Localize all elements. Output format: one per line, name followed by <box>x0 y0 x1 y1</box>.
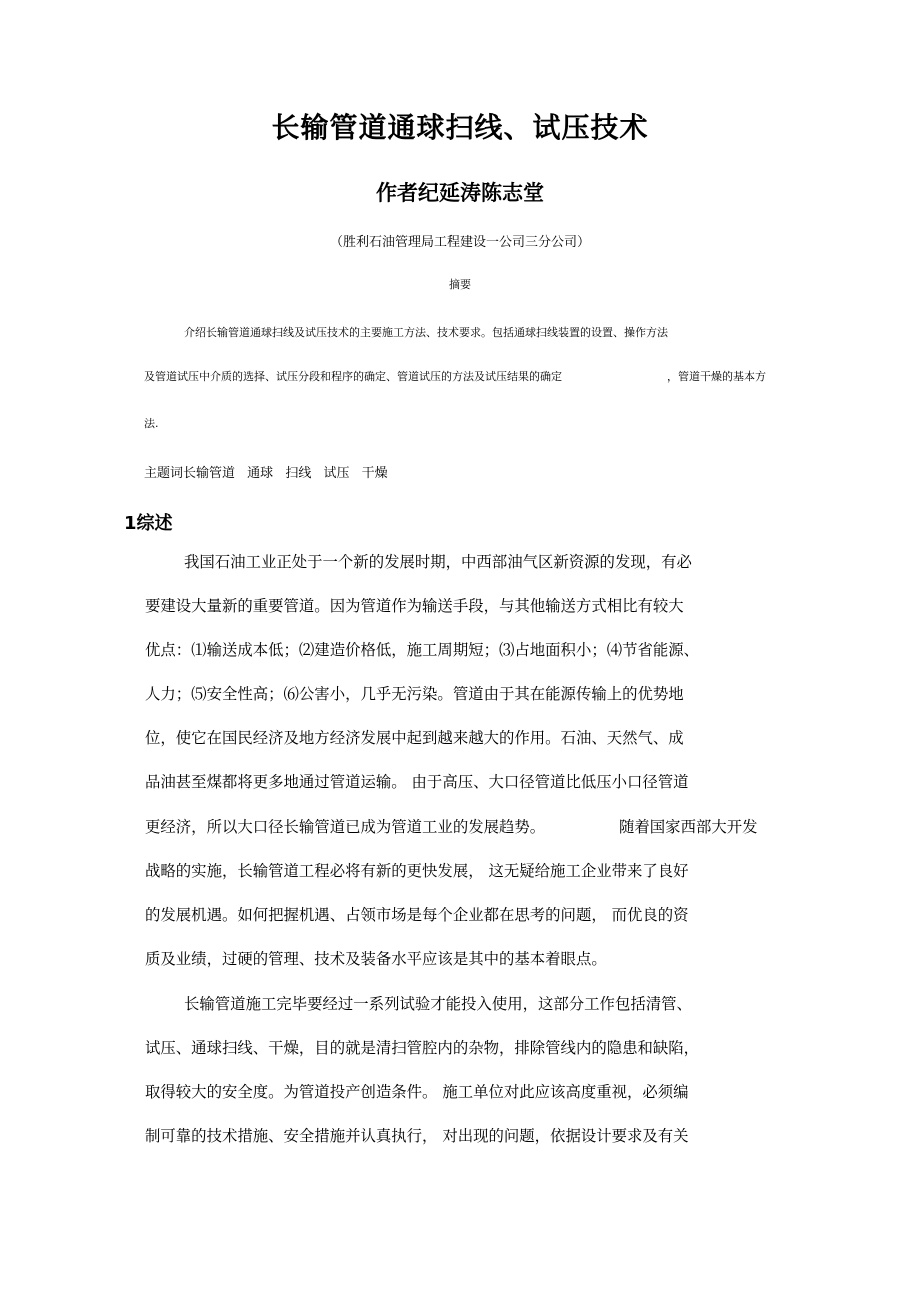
body-line: 取得较大的安全度。为管道投产创造条件。 施工单位对此应该高度重视，必须编 <box>145 1083 689 1101</box>
body-line: 质及业绩，过硬的管理、技术及装备水平应该是其中的基本着眼点。 <box>145 950 607 968</box>
body-line: 长输管道施工完毕要经过一系列试验才能投入使用，这部分工作包括清管、 <box>184 995 692 1013</box>
document-title: 长输管道通球扫线、试压技术 <box>271 111 649 144</box>
body-line: 优点：⑴输送成本低；⑵建造价格低，施工周期短；⑶占地面积小；⑷节省能源、 <box>145 641 700 659</box>
body-line: 品油甚至煤都将更多地通过管道运输。 由于高压、大口径管道比低压小口径管道 <box>145 773 689 791</box>
body-line: 位，使它在国民经济及地方经济发展中起到越来越大的作用。石油、天然气、成 <box>145 729 684 747</box>
body-line: 人力；⑸安全性高；⑹公害小，几乎无污染。管道由于其在能源传输上的优势地 <box>145 685 684 703</box>
affiliation: （胜利石油管理局工程建设一公司三分公司） <box>329 235 590 250</box>
body-line: 制可靠的技术措施、安全措施并认真执行， 对出现的问题，依据设计要求及有关 <box>145 1127 689 1145</box>
abstract-line: ，管道干燥的基本方 <box>667 370 766 383</box>
keyword: 干燥 <box>361 466 388 481</box>
body-line: 更经济，所以大口径长输管道已成为管道工业的发展趋势。 <box>145 818 546 836</box>
abstract-line: 及管道试压中介质的选择、试压分段和程序的确定、管道试压的方法及试压结果的确定 <box>144 370 562 383</box>
keywords <box>144 462 396 481</box>
keyword: 扫线 <box>285 466 312 481</box>
section-heading: 1综述 <box>124 513 173 534</box>
body-line: 试压、通球扫线、干燥，目的就是清扫管腔内的杂物，排除管线内的隐患和缺陷， <box>145 1039 700 1057</box>
body-line: 战略的实施，长输管道工程必将有新的更快发展， 这无疑给施工企业带来了良好 <box>145 862 689 880</box>
abstract-heading: 摘要 <box>449 278 471 291</box>
abstract-line: 介绍长输管道通球扫线及试压技术的主要施工方法、技术要求。包括通球扫线装置的设置、操作方法 <box>184 326 668 339</box>
keyword: 通球 <box>247 466 274 481</box>
keywords-label: 主题词长输管道 <box>144 466 236 481</box>
keyword: 试压 <box>323 466 350 481</box>
authors: 作者纪延涛陈志堂 <box>376 181 544 205</box>
body-line: 要建设大量新的重要管道。因为管道作为输送手段，与其他输送方式相比有较大 <box>145 597 684 615</box>
body-line: 随着国家西部大开发 <box>619 818 758 836</box>
body-line: 的发展机遇。如何把握机遇、占领市场是每个企业都在思考的问题， 而优良的资 <box>145 906 689 924</box>
abstract-line: 法. <box>144 417 159 430</box>
body-line: 我国石油工业正处于一个新的发展时期，中西部油气区新资源的发现，有必 <box>184 553 692 571</box>
